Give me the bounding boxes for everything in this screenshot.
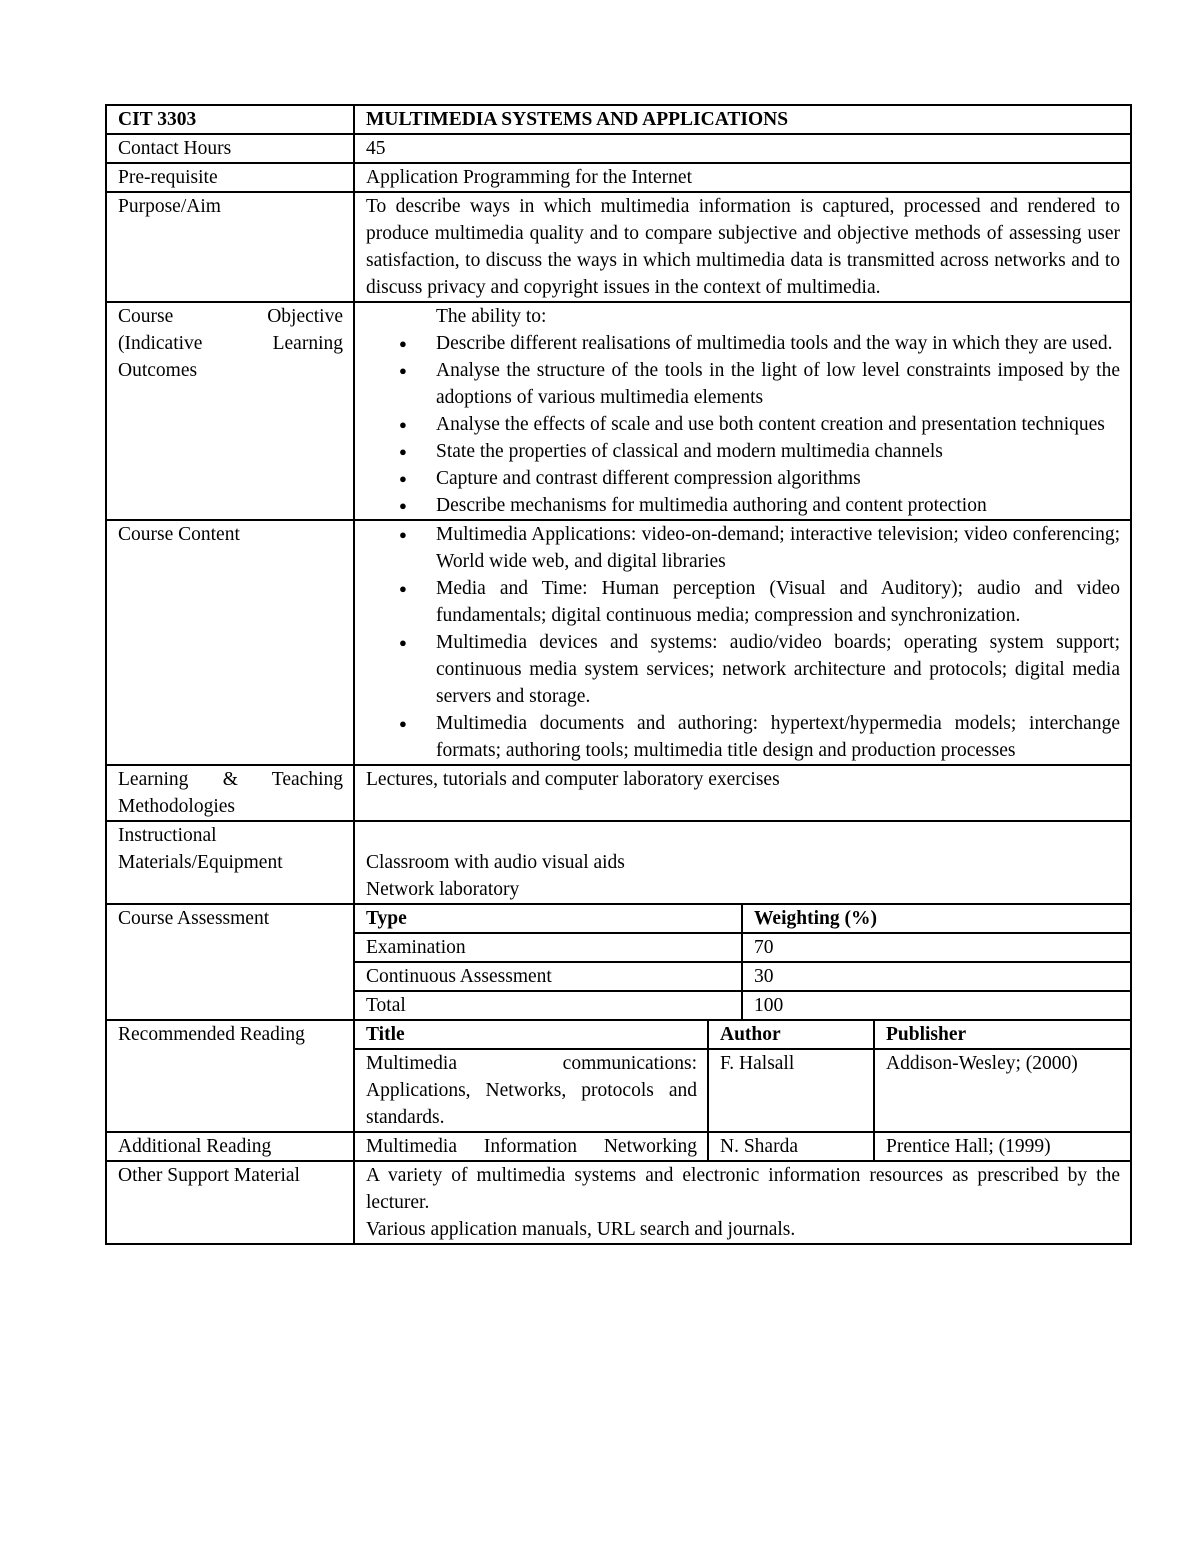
- objectives-list: [366, 330, 1120, 519]
- additional-author: N. Sharda: [708, 1133, 874, 1160]
- assessment-table: [355, 905, 1132, 1019]
- content-row: [106, 520, 1131, 765]
- assessment-header-weight: Weighting (%): [742, 905, 1132, 933]
- recommended-cell: [354, 1020, 1131, 1132]
- methodologies-row: [106, 765, 1131, 821]
- list-item: ● Describe mechanisms for multimedia authoring and content protection: [436, 492, 1120, 519]
- content-list: [366, 521, 1120, 764]
- additional-row: [106, 1132, 1131, 1161]
- table-row: [355, 1049, 1132, 1131]
- objectives-cell: [354, 302, 1131, 520]
- materials-line: Classroom with audio visual aids: [366, 852, 625, 873]
- additional-table: [355, 1133, 1132, 1160]
- table-row: [355, 1021, 1132, 1049]
- materials-row: [106, 821, 1131, 904]
- methodologies-value: Lectures, tutorials and computer laboratory exercises: [354, 765, 1131, 821]
- course-code: CIT 3303: [106, 105, 354, 134]
- contact-hours-row: [106, 134, 1131, 163]
- support-cell: [354, 1161, 1131, 1244]
- support-label: Other Support Material: [106, 1161, 354, 1244]
- contact-hours-label: Contact Hours: [106, 134, 354, 163]
- assessment-header-type: Type: [355, 905, 742, 933]
- course-title: MULTIMEDIA SYSTEMS AND APPLICATIONS: [354, 105, 1131, 134]
- support-line: Various application manuals, URL search and journals.: [366, 1219, 796, 1240]
- content-label: Course Content: [106, 520, 354, 765]
- prerequisite-value: Application Programming for the Internet: [354, 163, 1131, 192]
- assessment-type: Continuous Assessment: [355, 962, 742, 991]
- recommended-author: F. Halsall: [708, 1049, 874, 1131]
- recommended-publisher: Addison-Wesley; (2000): [874, 1049, 1132, 1131]
- list-item: ● Multimedia documents and authoring: hypertext/hypermedia models; interchange formats; authoring tools; multimedia title design and production processes: [436, 710, 1120, 764]
- recommended-title: Multimedia communications: Applications, Networks, protocols and standards.: [355, 1049, 708, 1131]
- assessment-weight: 70: [742, 933, 1132, 962]
- assessment-type: Examination: [355, 933, 742, 962]
- table-row: [355, 962, 1132, 991]
- recommended-header-title: Title: [355, 1021, 708, 1049]
- prerequisite-label: Pre-requisite: [106, 163, 354, 192]
- list-item: ● Multimedia devices and systems: audio/video boards; operating system support; continuous media system services; network architecture and protocols; digital media servers and storage.: [436, 629, 1120, 710]
- support-row: [106, 1161, 1131, 1244]
- assessment-label: Course Assessment: [106, 904, 354, 1020]
- table-row: [355, 991, 1132, 1019]
- recommended-label: Recommended Reading: [106, 1020, 354, 1132]
- list-item: ● State the properties of classical and modern multimedia channels: [436, 438, 1120, 465]
- contact-hours-value: 45: [354, 134, 1131, 163]
- support-line: A variety of multimedia systems and electronic information resources as prescribed by the lecturer.: [366, 1165, 1120, 1213]
- objectives-row: [106, 302, 1131, 520]
- materials-label-line: Instructional: [118, 825, 217, 846]
- objectives-intro: The ability to:: [436, 306, 547, 327]
- methodologies-label: Learning & Teaching Methodologies: [106, 765, 354, 821]
- course-outline-page: [105, 104, 1130, 1245]
- list-item: ● Media and Time: Human perception (Visual and Auditory); audio and video fundamentals; digital continuous media; compression and synchronization.: [436, 575, 1120, 629]
- list-item: ● Capture and contrast different compression algorithms: [436, 465, 1120, 492]
- assessment-cell: [354, 904, 1131, 1020]
- recommended-row: [106, 1020, 1131, 1132]
- prerequisite-row: [106, 163, 1131, 192]
- purpose-text: To describe ways in which multimedia information is captured, processed and rendered to produce multimedia quality and to compare subjective and objective methods of assessing user satisfaction, to discuss the ways in which multimedia data is transmitted across networks and to discuss privacy and copyright issues in the context of multimedia.: [354, 192, 1131, 302]
- materials-line: Network laboratory: [366, 879, 520, 900]
- assessment-row: [106, 904, 1131, 1020]
- recommended-table: [355, 1021, 1132, 1131]
- purpose-row: [106, 192, 1131, 302]
- list-item: ● Describe different realisations of multimedia tools and the way in which they are used.: [436, 330, 1120, 357]
- table-row: [355, 905, 1132, 933]
- purpose-label: Purpose/Aim: [106, 192, 354, 302]
- content-cell: [354, 520, 1131, 765]
- additional-publisher: Prentice Hall; (1999): [874, 1133, 1132, 1160]
- course-outline-table: [105, 104, 1132, 1245]
- materials-label: [106, 821, 354, 904]
- course-header-row: [106, 105, 1131, 134]
- additional-title: Multimedia Information Networking: [355, 1133, 708, 1160]
- materials-value: [354, 821, 1131, 904]
- assessment-weight: 30: [742, 962, 1132, 991]
- list-item: ● Analyse the effects of scale and use both content creation and presentation techniques: [436, 411, 1120, 438]
- list-item: ● Multimedia Applications: video-on-demand; interactive television; video conferencing; World wide web, and digital libraries: [436, 521, 1120, 575]
- assessment-type: Total: [355, 991, 742, 1019]
- additional-label: Additional Reading: [106, 1132, 354, 1161]
- materials-label-line: Materials/Equipment: [118, 852, 283, 873]
- additional-cell: [354, 1132, 1131, 1161]
- recommended-header-publisher: Publisher: [874, 1021, 1132, 1049]
- recommended-header-author: Author: [708, 1021, 874, 1049]
- table-row: [355, 933, 1132, 962]
- table-row: [355, 1133, 1132, 1160]
- objectives-label: Course Objective (Indicative Learning Outcomes: [106, 302, 354, 520]
- assessment-weight: 100: [742, 991, 1132, 1019]
- list-item: ● Analyse the structure of the tools in the light of low level constraints imposed by the adoptions of various multimedia elements: [436, 357, 1120, 411]
